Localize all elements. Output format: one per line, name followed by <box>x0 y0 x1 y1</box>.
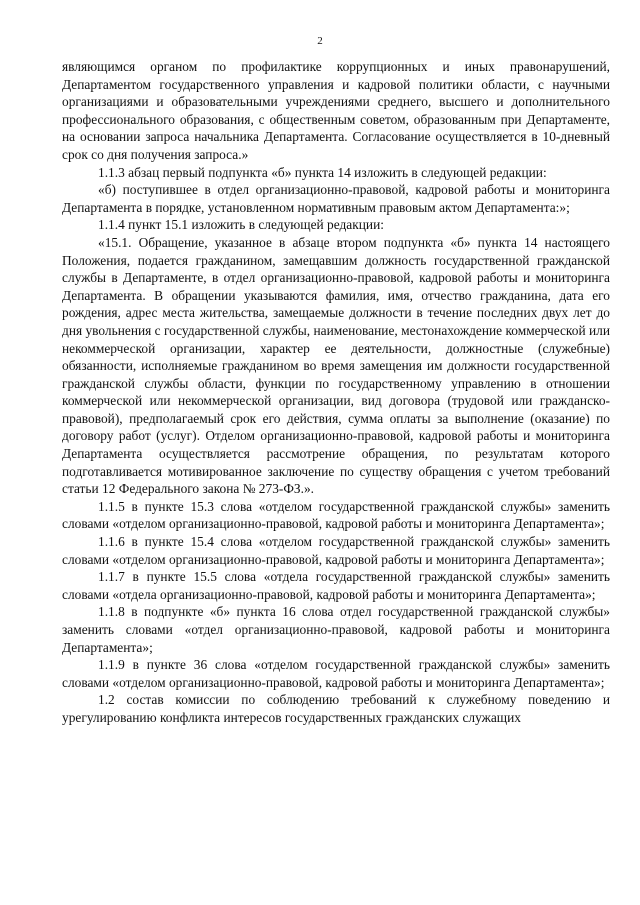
paragraph-1-2: 1.2 состав комиссии по соблюдению требований к служебному поведению и урегулированию конфликта интересов государственных гражданских служащих <box>62 692 610 725</box>
paragraph-continuation: являющимся органом по профилактике коррупционных и иных правонарушений, Департаментом государственного управления и кадровой политики области, с научными организациями и образовательными учреждениями среднего, высшего и дополнительного профессионального образования, с общественным советом, образованным при Департаменте, на основании запроса начальника Департамента. Согласование осуществляется в 10-дневный срок со дня получения запроса.» <box>62 59 610 162</box>
paragraph-1-1-7: 1.1.7 в пункте 15.5 слова «отдела государственной гражданской службы» заменить словами «отдела организационно-правовой, кадровой работы и мониторинга Департамента»; <box>62 569 610 602</box>
document-body <box>62 58 610 727</box>
paragraph-1-1-8: 1.1.8 в подпункте «б» пункта 16 слова отдел государственной гражданской службы» заменить словами «отдел организационно-правовой, кадровой работы и мониторинга Департамента»; <box>62 604 610 655</box>
paragraph-1-1-5: 1.1.5 в пункте 15.3 слова «отделом государственной гражданской службы» заменить словами «отделом организационно-правовой, кадровой работы и мониторинга Департамента»; <box>62 498 610 532</box>
paragraph-1-1-6: 1.1.6 в пункте 15.4 слова «отделом государственной гражданской службы» заменить словами «отделом организационно-правовой, кадровой работы и мониторинга Департамента»; <box>62 534 610 567</box>
paragraph-1-1-3: 1.1.3 абзац первый подпункта «б» пункта 14 изложить в следующей редакции: <box>98 164 547 180</box>
paragraph-1-1-4: 1.1.4 пункт 15.1 изложить в следующей редакции: <box>98 217 384 233</box>
page-number: 2 <box>317 35 323 47</box>
paragraph-1-1-9: 1.1.9 в пункте 36 слова «отделом государственной гражданской службы» заменить словами «отделом организационно-правовой, кадровой работы и мониторинга Департамента»; <box>62 657 610 690</box>
paragraph-quote-15-1: «15.1. Обращение, указанное в абзаце втором подпункта «б» пункта 14 настоящего Положения, подается гражданином, замещавшим должность государственной гражданской службы в Департаменте, в отдел организационно-правовой, кадровой работы и мониторинга Департамента. В обращении указываются фамилия, имя, отчество гражданина, дата его рождения, адрес места жительства, замещаемые должности в течение последних двух лет до дня увольнения с государственной службы, наименование, местонахождение коммерческой или некоммерческой организации, характер ее деятельности, должностные (служебные) обязанности, исполняемые гражданином во время замещения им должности государственной гражданской службы области, функции по государственному управлению в отношении коммерческой или некоммерческой организации, вид договора (трудовой или гражданско-правовой), предполагаемый срок его действия, сумма оплаты за выполнение (оказание) по договору работ (услуг). Отделом организационно-правовой, кадровой работы и мониторинга Департамента осуществляется рассмотрение обращения, по результатам которого подготавливается мотивированное заключение по существу обращения с учетом требований статьи 12 Федерального закона № 273-ФЗ.». <box>62 234 610 497</box>
paragraph-quote-b: «б) поступившее в отдел организационно-правовой, кадровой работы и мониторинга Департамента в порядке, установленном нормативным правовым актом Департамента:»; <box>62 182 610 215</box>
